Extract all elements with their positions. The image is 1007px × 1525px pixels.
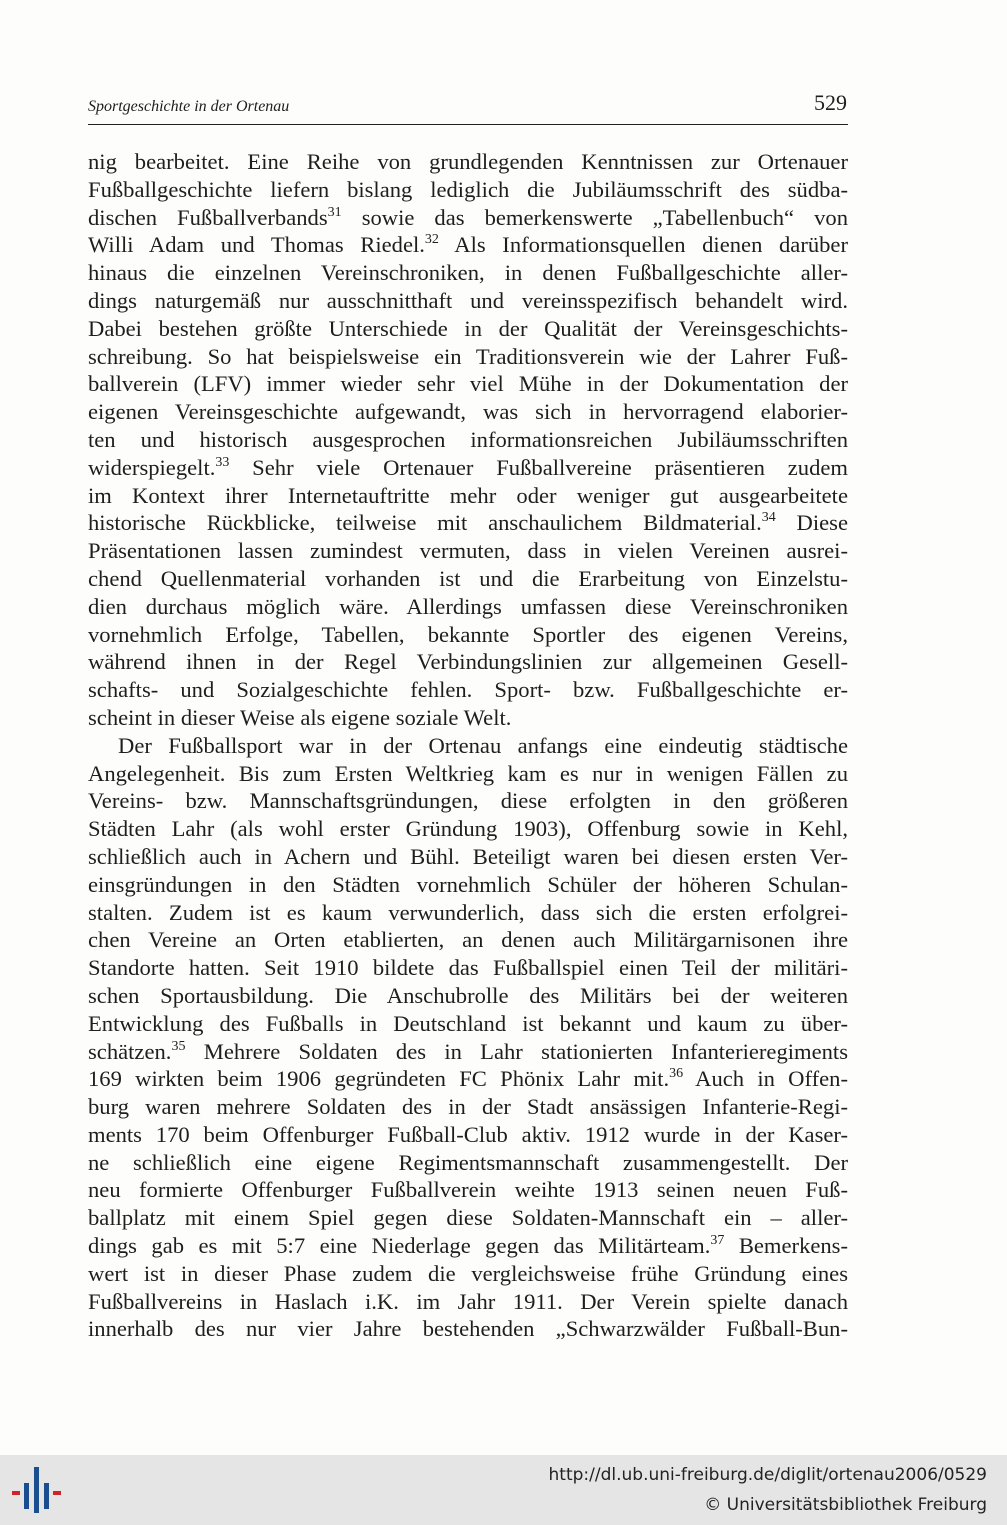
text-segment: Sehr viele Ortenauer Fußballvereine präsentieren zudem: [229, 454, 848, 480]
text-line: [88, 1121, 848, 1149]
footnote-ref: 31: [327, 204, 342, 220]
text-segment: Fußballgeschichte liefern bislang lediglich die Jubiläumsschrift des südba-: [88, 176, 848, 202]
text-segment: im Kontext ihrer Internetauftritte mehr oder weniger gut ausgearbeitete: [88, 482, 848, 508]
text-segment: neu formierte Offenburger Fußballverein weihte 1913 seinen neuen Fuß-: [88, 1177, 848, 1203]
footnote-ref: 32: [424, 232, 439, 248]
copyright-notice: © Universitätsbibliothek Freiburg: [704, 1495, 987, 1515]
text-segment: ments 170 beim Offenburger Fußball-Club aktiv. 1912 wurde in der Kaser-: [88, 1121, 848, 1147]
text-segment: schließlich auch in Achern und Bühl. Beteiligt waren bei diesen ersten Ver-: [88, 843, 848, 869]
text-segment: chend Quellenmaterial vorhanden ist und die Erarbeitung von Einzelstu-: [88, 565, 848, 591]
text-line: [88, 176, 848, 204]
text-line: [88, 899, 848, 927]
text-line: [88, 1149, 848, 1177]
text-line: [88, 509, 848, 537]
footnote-ref: 36: [669, 1066, 684, 1082]
text-segment: während ihnen in der Regel Verbindungslinien zur allgemeinen Gesell-: [88, 649, 848, 675]
text-line: [88, 426, 848, 454]
text-segment: Auch in Offen-: [683, 1066, 848, 1092]
text-segment: wert ist in dieser Phase zudem die vergleichsweise frühe Gründung eines: [88, 1260, 848, 1286]
text-segment: Entwicklung des Fußballs in Deutschland ist bekannt und kaum zu über-: [88, 1010, 848, 1036]
text-segment: schätzen.: [88, 1038, 172, 1064]
text-line: [88, 1204, 848, 1232]
footer-bar: [0, 1455, 1007, 1525]
text-segment: dings naturgemäß nur ausschnitthaft und vereinsspezifisch behandelt wird.: [88, 287, 848, 313]
text-line: [88, 1176, 848, 1204]
text-line: [88, 231, 848, 259]
text-segment: Fußballvereins in Haslach i.K. im Jahr 1911. Der Verein spielte danach: [88, 1288, 848, 1314]
text-line: [88, 982, 848, 1010]
header-rule: [88, 124, 848, 125]
text-line: [88, 398, 848, 426]
text-segment: scheint in dieser Weise als eigene soziale Welt.: [88, 704, 512, 730]
text-line: [88, 287, 848, 315]
text-segment: schreibung. So hat beispielsweise ein Traditionsverein wie der Lahrer Fuß-: [88, 343, 848, 369]
text-segment: nig bearbeitet. Eine Reihe von grundlegenden Kenntnissen zur Ortenauer: [88, 149, 848, 174]
footnote-ref: 33: [215, 454, 230, 470]
footnote-ref: 37: [710, 1233, 725, 1249]
text-line: [88, 926, 848, 954]
text-segment: schafts- und Sozialgeschichte fehlen. Sport- bzw. Fußballgeschichte er-: [88, 677, 848, 703]
text-line: [88, 648, 848, 676]
text-segment: hinaus die einzelnen Vereinschroniken, in denen Fußballgeschichte aller-: [88, 260, 848, 286]
text-line: [88, 815, 848, 843]
text-line: [88, 760, 848, 788]
text-segment: Mehrere Soldaten des in Lahr stationierten Infanterieregiments: [185, 1038, 848, 1064]
page-number: 529: [814, 90, 847, 115]
text-segment: Präsentationen lassen zumindest vermuten, dass in vielen Vereinen ausrei-: [88, 538, 848, 564]
text-line: [88, 537, 848, 565]
text-line: [88, 259, 848, 287]
text-line: [88, 565, 848, 593]
text-line: [88, 1065, 848, 1093]
text-line: [88, 621, 848, 649]
text-line: [88, 148, 848, 176]
running-title: Sportgeschichte in der Ortenau: [88, 98, 290, 115]
text-line: [88, 370, 848, 398]
text-segment: Standorte hatten. Seit 1910 bildete das Fußballspiel einen Teil der militäri-: [88, 955, 848, 981]
text-line: [88, 454, 848, 482]
text-line: [88, 482, 848, 510]
text-segment: Dabei bestehen größte Unterschiede in der Qualität der Vereinsgeschichts-: [88, 315, 848, 341]
text-segment: burg waren mehrere Soldaten des in der Stadt ansässigen Infanterie-Regi-: [88, 1094, 848, 1120]
text-segment: Vereins- bzw. Mannschaftsgründungen, diese erfolgten in den größeren: [88, 788, 848, 814]
text-segment: Städten Lahr (als wohl erster Gründung 1903), Offenburg sowie in Kehl,: [88, 816, 848, 842]
text-segment: Der Fußballsport war in der Ortenau anfangs eine eindeutig städtische: [118, 732, 848, 758]
body-text: [88, 148, 848, 1343]
text-line: [88, 1010, 848, 1038]
text-line: [88, 676, 848, 704]
text-line: [88, 343, 848, 371]
text-line: [88, 843, 848, 871]
text-line: [88, 732, 848, 760]
text-segment: historische Rückblicke, teilweise mit anschaulichem Bildmaterial.: [88, 510, 762, 536]
document-url[interactable]: http://dl.ub.uni-freiburg.de/diglit/ortenau2006/0529: [548, 1465, 987, 1485]
text-line: [88, 1260, 848, 1288]
text-segment: ne schließlich eine eigene Regimentsmannschaft zusammengestellt. Der: [88, 1149, 848, 1175]
text-line: [88, 704, 848, 732]
text-segment: Angelegenheit. Bis zum Ersten Weltkrieg kam es nur in wenigen Fällen zu: [88, 760, 848, 786]
text-segment: Diese: [775, 510, 848, 536]
footnote-ref: 34: [761, 510, 776, 526]
text-segment: chen Vereine an Orten etablierten, an denen auch Militärgarnisonen ihre: [88, 927, 848, 953]
text-segment: dien durchaus möglich wäre. Allerdings umfassen diese Vereinschroniken: [88, 593, 848, 619]
text-segment: Als Informationsquellen dienen darüber: [438, 232, 848, 258]
text-segment: ten und historisch ausgesprochen informationsreichen Jubiläumsschriften: [88, 426, 848, 452]
text-line: [88, 1288, 848, 1316]
text-segment: eigenen Vereinsgeschichte aufgewandt, was sich in hervorragend elaborier-: [88, 399, 848, 425]
text-segment: sowie das bemerkenswerte „Tabellenbuch“ von: [341, 204, 849, 230]
text-segment: schen Sportausbildung. Die Anschubrolle des Militärs bei der weiteren: [88, 982, 848, 1008]
text-line: [88, 871, 848, 899]
text-segment: stalten. Zudem ist es kaum verwunderlich, dass sich die ersten erfolgrei-: [88, 899, 848, 925]
text-segment: ballplatz mit einem Spiel gegen diese Soldaten-Mannschaft ein – aller-: [88, 1205, 848, 1231]
text-segment: Bemerkens-: [724, 1233, 849, 1259]
text-line: [88, 1038, 848, 1066]
text-segment: einsgründungen in den Städten vornehmlich Schüler der höheren Schulan-: [88, 871, 848, 897]
text-line: [88, 787, 848, 815]
text-line: [88, 315, 848, 343]
text-line: [88, 954, 848, 982]
text-segment: dings gab es mit 5:7 eine Niederlage gegen das Militärteam.: [88, 1233, 711, 1259]
text-line: [88, 593, 848, 621]
text-line: [88, 1093, 848, 1121]
ub-freiburg-logo-icon: [10, 1465, 64, 1515]
text-segment: vornehmlich Erfolge, Tabellen, bekannte Sportler des eigenen Vereins,: [88, 621, 848, 647]
text-segment: Willi Adam und Thomas Riedel.: [88, 232, 425, 258]
text-segment: innerhalb des nur vier Jahre bestehenden „Schwarzwälder Fußball-Bun-: [88, 1316, 848, 1342]
footnote-ref: 35: [171, 1038, 186, 1054]
text-segment: 169 wirkten beim 1906 gegründeten FC Phönix Lahr mit.: [88, 1066, 670, 1092]
text-segment: ballverein (LFV) immer wieder sehr viel Mühe in der Dokumentation der: [88, 371, 848, 397]
text-segment: widerspiegelt.: [88, 454, 216, 480]
text-line: [88, 204, 848, 232]
text-line: [88, 1232, 848, 1260]
text-line: [88, 1315, 848, 1343]
text-segment: dischen Fußballverbands: [88, 204, 328, 230]
